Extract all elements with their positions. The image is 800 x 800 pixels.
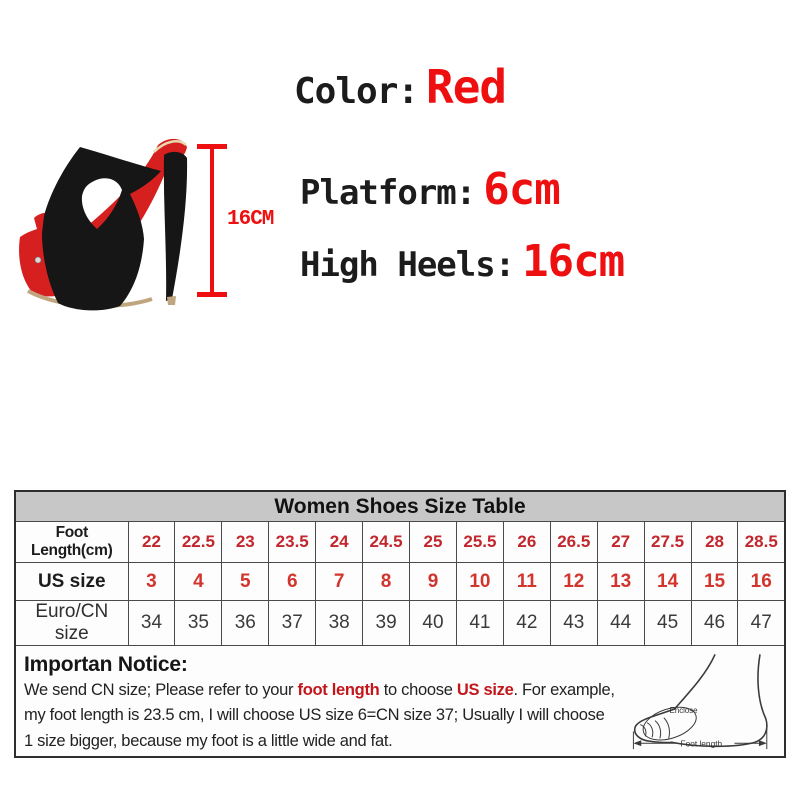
size-value-cell: 9 [410,563,457,601]
size-value-cell: 8 [363,563,410,601]
notice-line-1 [24,678,630,704]
shoe-heel-tip [167,296,176,305]
notice-text-block [24,651,630,755]
notice-seg: We send CN size; Please refer to your [24,680,298,699]
size-value-cell: 25.5 [456,522,503,563]
size-value-cell: 40 [410,601,457,646]
size-value-cell: 44 [597,601,644,646]
enclose-label: Enclose [669,705,698,715]
size-value-cell: 38 [316,601,363,646]
foot-measure-diagram [630,653,780,755]
high-heels-line [300,236,624,287]
size-value-cell: 6 [269,563,316,601]
notice-highlight-us-size: US size [456,680,514,699]
euro-cn-size-row [15,601,785,646]
size-value-cell: 5 [222,563,269,601]
size-table-section [14,490,786,758]
women-shoes-size-table [14,490,786,758]
size-value-cell: 7 [316,563,363,601]
foot-length-label: Foot length [680,738,723,749]
size-value-cell: 12 [550,563,597,601]
size-value-cell: 47 [738,601,785,646]
size-value-cell: 16 [738,563,785,601]
size-value-cell: 41 [456,601,503,646]
size-value-cell: 10 [456,563,503,601]
measure-bottom-cap [197,292,227,297]
size-value-cell: 23 [222,522,269,563]
size-value-cell: 24 [316,522,363,563]
us-size-label: US size [15,563,128,601]
size-value-cell: 23.5 [269,522,316,563]
toe-detail-4 [664,717,670,738]
foot-length-row [15,522,785,563]
us-size-row [15,563,785,601]
size-value-cell: 37 [269,601,316,646]
size-value-cell: 36 [222,601,269,646]
size-value-cell: 11 [503,563,550,601]
notice-highlight-foot-length: foot length [297,680,380,699]
high-heels-value: 16cm [522,236,625,287]
platform-value: 6cm [483,164,560,215]
size-value-cell: 27.5 [644,522,691,563]
notice-line-2: my foot length is 23.5 cm, I will choose US size 6=CN size 37; Usually I will choose [24,706,605,724]
size-value-cell: 27 [597,522,644,563]
heel-height-label: 16CM [227,208,274,231]
size-value-cell: 28.5 [738,522,785,563]
shoe-illustration [0,115,220,340]
size-value-cell: 22.5 [175,522,222,563]
dim-arrow-right [759,740,767,746]
size-value-cell: 42 [503,601,550,646]
size-value-cell: 26 [503,522,550,563]
shoe-stiletto-heel [164,152,187,301]
notice-seg: . For example, [513,680,615,699]
size-value-cell: 14 [644,563,691,601]
notice-seg: to choose [379,680,457,699]
measure-line [210,147,214,295]
shoe-stud [35,257,41,263]
shoe-black-upper [42,147,161,310]
size-value-cell: 13 [597,563,644,601]
dim-arrow-left [633,740,641,746]
color-line [294,60,506,114]
color-label: Color: [294,71,419,112]
platform-line [300,164,560,215]
color-value: Red [426,60,507,114]
shoe-image [0,115,220,340]
euro-cn-size-label: Euro/CN size [15,601,128,646]
size-value-cell: 39 [363,601,410,646]
notice-line-3: 1 size bigger, because my foot is a little wide and fat. [24,731,393,750]
size-value-cell: 26.5 [550,522,597,563]
notice-row [15,646,785,758]
size-value-cell: 4 [175,563,222,601]
size-value-cell: 35 [175,601,222,646]
size-value-cell: 25 [410,522,457,563]
size-value-cell: 46 [691,601,738,646]
size-value-cell: 3 [128,563,175,601]
foot-length-label: Foot Length(cm) [15,522,128,563]
table-title: Women Shoes Size Table [15,491,785,522]
toe-detail-3 [655,720,661,738]
platform-label: Platform: [300,173,476,213]
high-heels-label: High Heels: [300,245,515,285]
size-value-cell: 45 [644,601,691,646]
size-value-cell: 43 [550,601,597,646]
size-value-cell: 22 [128,522,175,563]
foot-front-outline [675,654,715,708]
size-value-cell: 34 [128,601,175,646]
toe-detail-2 [647,722,653,737]
size-value-cell: 24.5 [363,522,410,563]
table-header-row [15,491,785,522]
notice-cell [15,646,785,758]
size-value-cell: 28 [691,522,738,563]
notice-title: Importan Notice: [24,652,188,676]
size-value-cell: 15 [691,563,738,601]
